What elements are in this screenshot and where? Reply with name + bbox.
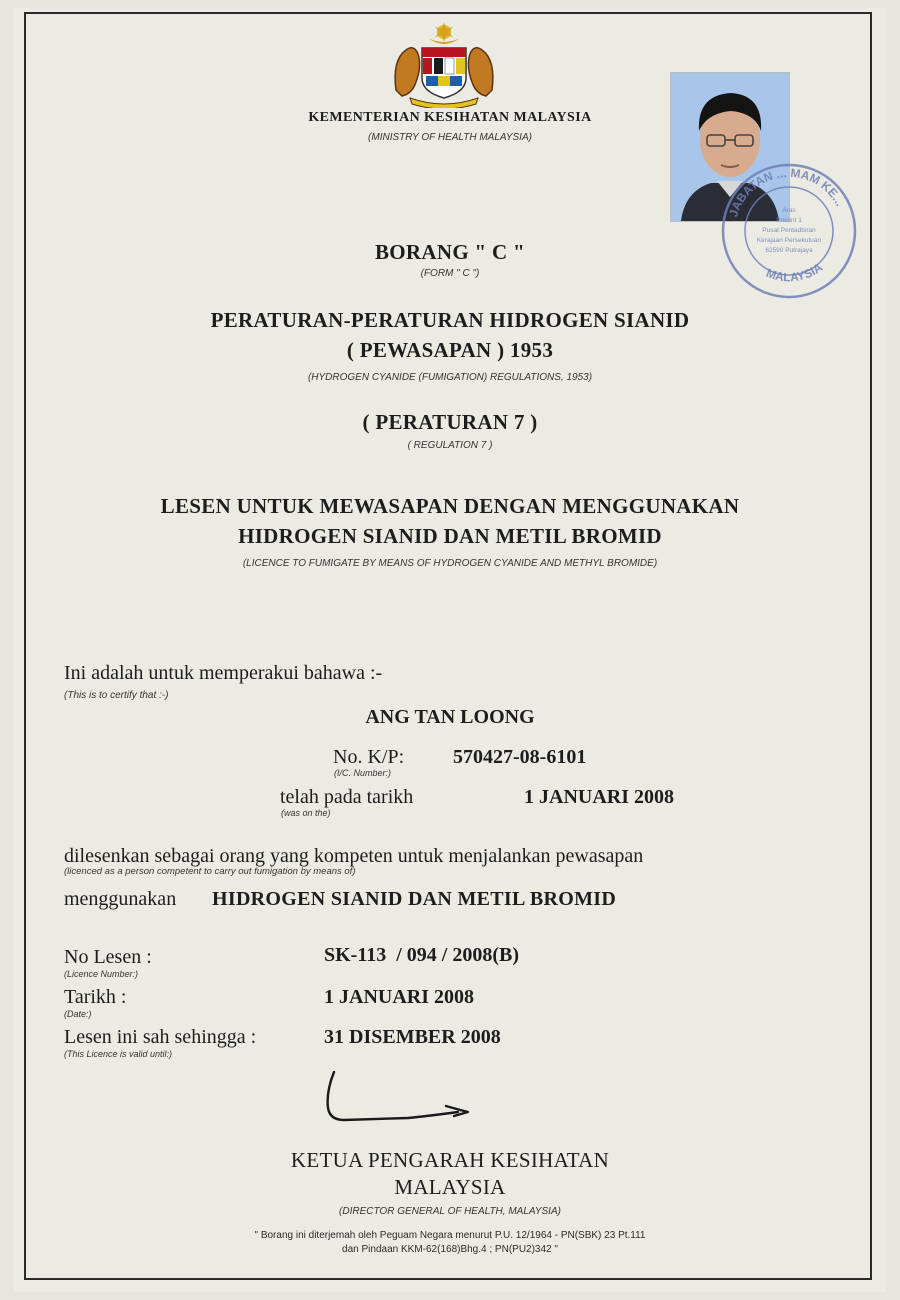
regulation-number: ( PERATURAN 7 ): [362, 410, 538, 434]
licence-valid-label-en: (This Licence is valid until:): [64, 1049, 173, 1059]
form-title: BORANG " C ": [374, 240, 525, 264]
stamp-line-2: Presint 1: [776, 217, 802, 224]
competence-text-en: (licenced as a person competent to carry out fumigation by means of): [64, 866, 356, 877]
stamp-ring-top: JABATAN ... MAM KE...: [726, 165, 848, 219]
ic-label-en: (I/C. Number:): [334, 768, 392, 778]
certify-text-en: (This is to certify that :-): [64, 690, 169, 701]
footer-line2: dan Pindaan KKM-62(168)Bhg.4 ; PN(PU2)342 ": [342, 1244, 558, 1255]
date-label-en: (was on the): [281, 808, 331, 818]
form-title-en: (FORM " C "): [420, 268, 480, 279]
licence-title-en: (LICENCE TO FUMIGATE BY MEANS OF HYDROGEN CYANIDE AND METHYL BROMIDE): [242, 558, 658, 569]
official-stamp-icon: [718, 160, 860, 302]
footer-line1: " Borang ini diterjemah oleh Peguam Negara menurut P.U. 12/1964 - PN(SBK) 23 Pt.111: [254, 1230, 646, 1241]
licence-no-label-en: (Licence Number:): [64, 969, 139, 979]
regulations-line2: ( PEWASAPAN ) 1953: [346, 338, 554, 362]
regulations-line1: PERATURAN-PERATURAN HIDROGEN SIANID: [210, 308, 690, 332]
stamp-line-5: 62590 Putrajaya: [765, 247, 813, 254]
ic-label: No. K/P:: [333, 746, 405, 768]
signatory-line1: KETUA PENGARAH KESIHATAN: [290, 1148, 610, 1172]
ic-number: 570427-08-6101: [453, 746, 587, 768]
licence-date-label-en: (Date:): [64, 1009, 92, 1019]
ministry-name: KEMENTERIAN KESIHATAN MALAYSIA: [308, 110, 592, 125]
licence-title-line1: LESEN UNTUK MEWASAPAN DENGAN MENGGUNAKAN: [160, 494, 740, 518]
licence-no-value: SK-113 / 094 / 2008(B): [324, 944, 520, 966]
licence-no-label: No Lesen :: [64, 946, 152, 968]
signatory-en: (DIRECTOR GENERAL OF HEALTH, MALAYSIA): [339, 1206, 561, 1217]
holder-name: ANG TAN LOONG: [365, 706, 535, 728]
licence-date-value: 1 JANUARI 2008: [324, 986, 474, 1008]
stamp-line-1: Aras: [782, 207, 796, 214]
coat-of-arms-icon: [388, 20, 500, 108]
competence-text: dilesenkan sebagai orang yang kompeten untuk menjalankan pewasapan: [64, 845, 644, 867]
using-value: HIDROGEN SIANID DAN METIL BROMID: [212, 888, 617, 910]
certify-text: Ini adalah untuk memperakui bahawa :-: [64, 662, 383, 684]
stamp-ring-bottom: MALAYSIA: [764, 260, 826, 285]
regulation-number-en: ( REGULATION 7 ): [407, 440, 493, 451]
signature-icon: [318, 1068, 488, 1128]
stamp-line-3: Pusat Pentadbiran: [762, 227, 816, 234]
date-label: telah pada tarikh: [280, 786, 414, 808]
stamp-line-4: Kerajaan Persekutuan: [756, 237, 822, 244]
regulations-en: (HYDROGEN CYANIDE (FUMIGATION) REGULATIONS, 1953): [307, 372, 593, 383]
licence-date-label: Tarikh :: [64, 986, 127, 1008]
using-label: menggunakan: [64, 888, 177, 910]
licence-valid-value: 31 DISEMBER 2008: [324, 1026, 501, 1048]
licence-valid-label: Lesen ini sah sehingga :: [64, 1026, 257, 1048]
licence-title-line2: HIDROGEN SIANID DAN METIL BROMID: [238, 524, 662, 548]
signatory-line2: MALAYSIA: [394, 1175, 506, 1199]
ministry-name-en: (MINISTRY OF HEALTH MALAYSIA): [368, 132, 532, 143]
holder-date: 1 JANUARI 2008: [524, 786, 674, 808]
